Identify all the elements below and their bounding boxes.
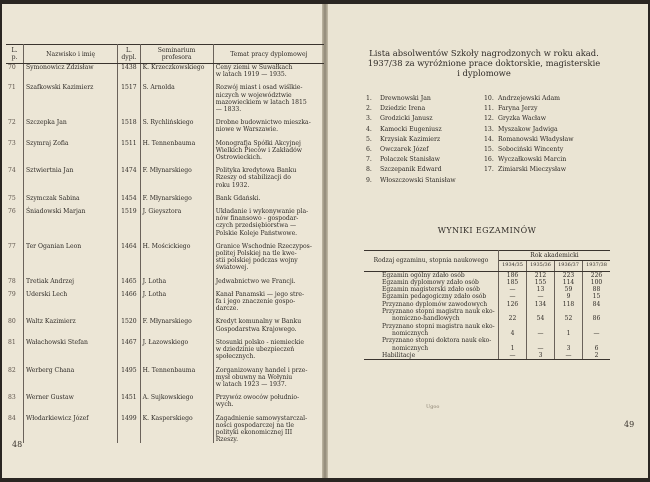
topic-line: w latach 1923 — 1937. xyxy=(215,380,287,388)
results-label-line: nomicznych xyxy=(392,344,429,352)
awardee-item xyxy=(484,94,574,104)
awardee-name: Wyczałkowski Marcin xyxy=(498,156,567,164)
results-col-header: Rodzaj egzaminu, stopnia naukowego xyxy=(364,251,499,272)
results-value: 226 xyxy=(590,271,603,279)
header-topic: Temat pracy dyplomowej xyxy=(213,45,324,64)
row-topic xyxy=(213,318,324,332)
topic-line: Kredyt komunalny w Banku xyxy=(215,318,302,326)
results-value: 126 xyxy=(499,301,527,308)
awardees-column-1 xyxy=(366,94,456,186)
awardee-name: Romanowski Władysław xyxy=(498,135,574,143)
results-value: 155 xyxy=(527,279,555,286)
row-topic xyxy=(213,208,324,237)
awardee-item xyxy=(484,165,574,175)
awardee-name: Zimiarski Mieczysław xyxy=(498,166,567,174)
awardee-name: Kamocki Eugeniusz xyxy=(380,125,442,133)
results-label xyxy=(364,308,499,323)
row-lp: 73 xyxy=(6,140,23,162)
results-value: 4 xyxy=(499,323,527,338)
results-label-line: Egzamin pedagogiczny zdało osób xyxy=(382,293,487,301)
graduates-table-header xyxy=(6,45,324,64)
year-header: 1935/36 xyxy=(527,261,555,271)
awardee-item xyxy=(366,135,456,145)
row-seminar: S. Arnolda xyxy=(140,84,213,113)
topic-line: darcze. xyxy=(215,305,239,313)
row-lp: 75 xyxy=(6,195,23,202)
awardee-item xyxy=(484,114,574,124)
row-topic xyxy=(213,394,324,408)
right-page-number: 49 xyxy=(624,420,635,429)
table-row xyxy=(6,195,324,202)
results-value: 1 xyxy=(499,337,527,352)
topic-line: niczych w województwie xyxy=(215,91,292,99)
awardee-name: Szczepanik Edward xyxy=(380,166,442,174)
table-row xyxy=(6,140,324,162)
results-value: — xyxy=(499,352,527,360)
topic-line: Kanał Panamski — jego stre- xyxy=(215,290,305,298)
awardee-item xyxy=(484,125,574,135)
row-name: Szafkowski Kazimierz xyxy=(23,84,117,113)
topic-line: w latach 1919 — 1935. xyxy=(215,71,287,79)
results-label xyxy=(364,279,499,286)
topic-line: Jedwabnictwo we Francji. xyxy=(215,277,296,285)
awardee-item xyxy=(366,155,456,165)
row-dypl: 1438 xyxy=(118,64,140,79)
row-seminar: K. Kasperskiego xyxy=(140,415,213,444)
awardee-name: Owczarek Józef xyxy=(380,146,429,154)
row-dypl: 1465 xyxy=(118,278,140,285)
table-row xyxy=(6,167,324,189)
graduates-table xyxy=(6,44,324,443)
results-value: 186 xyxy=(499,271,527,279)
results-value: 1 xyxy=(555,323,583,338)
row-topic xyxy=(213,167,324,189)
results-value: 134 xyxy=(527,301,555,308)
awardee-item xyxy=(484,145,574,155)
results-value: 88 xyxy=(592,286,601,294)
row-topic xyxy=(213,339,324,361)
results-label xyxy=(364,301,499,308)
row-seminar: H. Tennenbauma xyxy=(140,140,213,162)
topic-line: Ostrowieckich. xyxy=(215,154,262,162)
topic-line: nów finansowo - gospodar- xyxy=(215,215,299,223)
results-label xyxy=(364,293,499,300)
topic-line: Polskie Koleje Państwowe. xyxy=(215,229,298,237)
table-row xyxy=(6,394,324,408)
exam-results-table xyxy=(364,250,610,360)
table-row xyxy=(6,208,324,237)
awardee-name: Polaczek Stanisław xyxy=(380,156,440,164)
row-dypl: 1495 xyxy=(118,367,140,389)
left-page-number: 48 xyxy=(12,440,23,449)
awardee-number: 3. xyxy=(366,115,372,123)
row-seminar: H. Tennenbauma xyxy=(140,367,213,389)
results-label-line: Przyznano stopni magistra nauk eko- xyxy=(382,308,495,316)
awardee-item xyxy=(366,165,456,175)
awardee-number: 8. xyxy=(366,166,372,174)
row-name: Śniadowski Marjan xyxy=(23,208,117,237)
awardee-number: 1. xyxy=(366,95,372,102)
awardee-number: 6. xyxy=(366,146,372,154)
row-lp: 80 xyxy=(6,318,23,332)
row-name: Włodarkiewicz Józef xyxy=(23,415,117,444)
results-label xyxy=(364,337,499,352)
row-name: Uderski Lech xyxy=(23,291,117,313)
results-row xyxy=(364,279,610,286)
row-seminar: H. Mościckiego xyxy=(140,243,213,272)
awardee-name: Dziedzic Irena xyxy=(380,105,426,113)
results-label xyxy=(364,271,499,279)
year-header: 1934/35 xyxy=(499,261,527,271)
results-value: 3 xyxy=(527,352,555,360)
topic-line: Polityka kredytowa Banku xyxy=(215,167,297,175)
topic-line: Monografja Spółki Akcyjnej xyxy=(215,139,301,147)
awardee-number: 12. xyxy=(484,115,494,123)
results-label xyxy=(364,352,499,360)
results-value: — xyxy=(499,286,527,293)
results-value: 84 xyxy=(592,300,601,308)
awardee-number: 2. xyxy=(366,105,372,113)
header-seminar: Seminarium profesora xyxy=(140,45,213,64)
awardee-number: 17. xyxy=(484,166,494,174)
awardee-number: 4. xyxy=(366,125,372,133)
awards-title-line: Lista absolwentów Szkoły nagrodzonych w roku akad. xyxy=(369,48,599,58)
awardee-item xyxy=(366,94,456,104)
results-row xyxy=(364,308,610,323)
awardee-name: Drewnowski Jan xyxy=(380,95,431,102)
row-name: Waltz Kazimierz xyxy=(23,318,117,332)
awardee-name: Gryzka Wacław xyxy=(498,115,547,123)
row-seminar: F. Młynarskiego xyxy=(140,195,213,202)
row-seminar: A. Sujkowskiego xyxy=(140,394,213,408)
row-name: Werberg Chana xyxy=(23,367,117,389)
row-topic xyxy=(213,64,324,79)
results-value: 2 xyxy=(583,352,611,360)
awardee-item xyxy=(484,135,574,145)
results-label xyxy=(364,286,499,293)
results-value: 13 xyxy=(527,286,555,293)
results-row xyxy=(364,323,610,338)
table-row xyxy=(6,243,324,272)
row-lp: 83 xyxy=(6,394,23,408)
row-seminar: J. Lotha xyxy=(140,278,213,285)
row-dypl: 1454 xyxy=(118,195,140,202)
results-value: 54 xyxy=(527,308,555,323)
header-lp: L. p. xyxy=(6,45,23,64)
topic-line: polityki ekonomicznej III xyxy=(215,428,293,436)
topic-line: — 1833. xyxy=(215,106,242,114)
row-lp: 70 xyxy=(6,64,23,79)
results-label-line: Habilitacje xyxy=(382,351,416,359)
awardee-name: Grodzicki Janusz xyxy=(380,115,433,123)
results-value: — xyxy=(527,323,555,338)
topic-line: Zagadnienie samowystarczal- xyxy=(215,414,308,422)
topic-line: politej Polskiej na tle kwe- xyxy=(215,250,297,258)
topic-line: mazowieckiem w latach 1815 xyxy=(215,98,307,106)
year-header: 1937/38 xyxy=(583,261,611,271)
topic-line: niowe w Warszawie. xyxy=(215,126,279,134)
row-lp: 82 xyxy=(6,367,23,389)
topic-line: Zorganizowany handel i prze- xyxy=(215,366,308,374)
results-value: 118 xyxy=(555,301,583,308)
row-dypl: 1520 xyxy=(118,318,140,332)
awardees-column-2 xyxy=(484,94,574,176)
results-value: 52 xyxy=(555,308,583,323)
awardee-name: Włoszczowski Stanisław xyxy=(380,176,456,184)
awardee-name: Krzysiak Kazimierz xyxy=(380,135,441,143)
awardee-number: 10. xyxy=(484,95,494,102)
row-topic xyxy=(213,367,324,389)
awardee-item xyxy=(366,114,456,124)
header-name: Nazwisko i imię xyxy=(23,45,117,64)
row-topic xyxy=(213,243,324,272)
results-value: — xyxy=(527,293,555,300)
table-row xyxy=(6,278,324,285)
results-value: — xyxy=(499,293,527,300)
row-seminar: J. Gieysztora xyxy=(140,208,213,237)
row-lp: 71 xyxy=(6,84,23,113)
table-row xyxy=(6,415,324,444)
row-lp: 84 xyxy=(6,415,23,444)
table-row xyxy=(6,84,324,113)
topic-line: Rozwój miast i osad wiślkie- xyxy=(215,84,303,92)
table-row xyxy=(6,119,324,133)
row-lp: 77 xyxy=(6,243,23,272)
results-row xyxy=(364,301,610,308)
row-name: Sztwiertnia Jan xyxy=(23,167,117,189)
row-dypl: 1464 xyxy=(118,243,140,272)
results-row xyxy=(364,337,610,352)
row-dypl: 1511 xyxy=(118,140,140,162)
row-lp: 81 xyxy=(6,339,23,361)
row-topic xyxy=(213,195,324,202)
row-topic xyxy=(213,140,324,162)
topic-line: Rzeszy. xyxy=(215,436,238,444)
results-value: 223 xyxy=(555,271,583,279)
year-header: 1936/37 xyxy=(555,261,583,271)
row-lp: 72 xyxy=(6,119,23,133)
topic-line: ności gospodarczej na tle xyxy=(215,421,294,429)
topic-line: w dziedzinie ubezpieczeń xyxy=(215,346,295,354)
awards-title-line: 1937/38 za wyróżnione prace doktorskie, magisterskie xyxy=(367,58,601,68)
topic-line: Bank Gdański. xyxy=(215,194,261,202)
row-seminar: F. Młynarskiego xyxy=(140,318,213,332)
row-lp: 76 xyxy=(6,208,23,237)
topic-line: światowej. xyxy=(215,264,249,272)
table-row xyxy=(6,367,324,389)
row-lp: 79 xyxy=(6,291,23,313)
row-name: Tretiak Andrzej xyxy=(23,278,117,285)
row-topic xyxy=(213,415,324,444)
results-value: 22 xyxy=(499,308,527,323)
table-row xyxy=(6,318,324,332)
topic-line: mysł obuwny na Wołyniu xyxy=(215,373,293,381)
topic-line: Układanie i wykonywanie pla- xyxy=(215,208,309,216)
row-topic xyxy=(213,119,324,133)
awardee-number: 16. xyxy=(484,156,494,164)
row-seminar: J. Łazowskiego xyxy=(140,339,213,361)
results-label-line: nomiczno-handlowych xyxy=(392,315,460,323)
results-label-line: Egzamin magisterski zdało osób xyxy=(382,286,481,294)
row-dypl: 1466 xyxy=(118,291,140,313)
topic-line: Gospodarstwa Krajowego. xyxy=(215,325,297,333)
awardee-number: 5. xyxy=(366,135,372,143)
topic-line: Rzeszy od stabilizacji do xyxy=(215,174,291,182)
topic-line: fa i jego znaczenie gospo- xyxy=(215,298,296,306)
results-label-line: Przyznano dyplomów zawodowych xyxy=(382,300,488,308)
row-seminar: F. Młynarskiego xyxy=(140,167,213,189)
row-dypl: 1499 xyxy=(118,415,140,444)
awardee-number: 14. xyxy=(484,135,494,143)
row-topic xyxy=(213,278,324,285)
row-name: Ter Oganian Leon xyxy=(23,243,117,272)
results-value: — xyxy=(555,352,583,360)
results-value: 6 xyxy=(594,344,599,352)
awardee-item xyxy=(366,125,456,135)
graduates-table-body xyxy=(6,64,324,444)
awardee-name: Faryna Jerzy xyxy=(498,105,538,113)
results-row xyxy=(364,293,610,300)
table-row xyxy=(6,64,324,79)
results-value: — xyxy=(593,329,600,337)
row-seminar: K. Krzeczkowskiego xyxy=(140,64,213,79)
row-name: Szymraj Zofia xyxy=(23,140,117,162)
topic-line: Wielkich Pieców i Zakładów xyxy=(215,146,302,154)
results-label-line: Przyznano stopni doktora nauk eko- xyxy=(382,337,492,345)
awardee-number: 7. xyxy=(366,156,372,164)
row-dypl: 1474 xyxy=(118,167,140,189)
awardee-item xyxy=(366,104,456,114)
results-value: 15 xyxy=(592,293,601,301)
row-name: Szczepka Jan xyxy=(23,119,117,133)
results-label-line: nomicznych xyxy=(392,329,429,337)
row-dypl: 1467 xyxy=(118,339,140,361)
results-value: 185 xyxy=(499,279,527,286)
table-row xyxy=(6,291,324,313)
topic-line: Stosunki polsko - niemieckie xyxy=(215,338,304,346)
table-row xyxy=(6,339,324,361)
results-row xyxy=(364,286,610,293)
results-value: 59 xyxy=(555,286,583,293)
results-value: 100 xyxy=(590,278,603,286)
results-label-line: Egzamin ogólny zdało osób xyxy=(382,271,465,279)
awardee-name: Myszakow Jadwiga xyxy=(498,125,558,133)
results-value: 9 xyxy=(555,293,583,300)
awardee-name: Andrzejewski Adam xyxy=(498,95,561,102)
awardee-item xyxy=(366,145,456,155)
row-name: Szymczak Sabina xyxy=(23,195,117,202)
row-name: Wałachowski Stefan xyxy=(23,339,117,361)
awardee-number: 15. xyxy=(484,146,494,154)
results-value: 3 xyxy=(555,337,583,352)
awardee-number: 11. xyxy=(484,105,494,113)
results-header-row xyxy=(364,251,610,261)
awardee-name: Sobociński Wincenty xyxy=(498,146,564,154)
results-value: 114 xyxy=(555,279,583,286)
row-seminar: J. Lotha xyxy=(140,291,213,313)
results-group-header: Rok akademicki xyxy=(499,251,611,261)
topic-line: czych przedsiębiorstwa — xyxy=(215,222,297,230)
topic-line: społecznych. xyxy=(215,353,256,361)
topic-line: Przywóz owoców południo- xyxy=(215,394,300,402)
topic-line: Drobne budownictwo mieszka- xyxy=(215,119,311,127)
topic-line: stii polskiej podczas wojny xyxy=(215,257,298,265)
topic-line: Granice Wschodnie Rzeczypos- xyxy=(215,242,312,250)
awardee-item xyxy=(484,155,574,165)
awardee-item xyxy=(484,104,574,114)
row-dypl: 1519 xyxy=(118,208,140,237)
row-dypl: 1518 xyxy=(118,119,140,133)
results-row xyxy=(364,352,610,360)
results-heading: WYNIKI EGZAMINÓW xyxy=(437,226,537,235)
results-label-line: Przyznano stopni magistra nauk eko- xyxy=(382,322,495,330)
awardee-item xyxy=(366,176,456,186)
row-topic xyxy=(213,84,324,113)
row-lp: 78 xyxy=(6,278,23,285)
results-value: 212 xyxy=(527,271,555,279)
results-value: 86 xyxy=(592,315,601,323)
header-dypl: L. dypl. xyxy=(118,45,140,64)
row-dypl: 1451 xyxy=(118,394,140,408)
awards-title-line: i dyplomowe xyxy=(457,68,511,78)
results-row xyxy=(364,271,610,279)
row-seminar: S. Rychlińskiego xyxy=(140,119,213,133)
row-name: Symonowicz Zdzisław xyxy=(23,64,117,79)
results-label-line: Egzamin dyplomowy zdało osób xyxy=(382,278,479,286)
awardee-number: 13. xyxy=(484,125,494,133)
results-value: — xyxy=(527,337,555,352)
row-dypl: 1517 xyxy=(118,84,140,113)
topic-line: wych. xyxy=(215,401,234,409)
row-lp: 74 xyxy=(6,167,23,189)
topic-line: roku 1932. xyxy=(215,181,250,189)
topic-line: Ceny ziemi w Suwałkach xyxy=(215,64,293,71)
awardee-number: 9. xyxy=(366,176,372,184)
footer-mark: Ugoo xyxy=(426,404,440,410)
row-name: Werner Gustaw xyxy=(23,394,117,408)
awards-title xyxy=(354,48,614,78)
row-topic xyxy=(213,291,324,313)
results-table-body xyxy=(364,271,610,360)
results-label xyxy=(364,323,499,338)
